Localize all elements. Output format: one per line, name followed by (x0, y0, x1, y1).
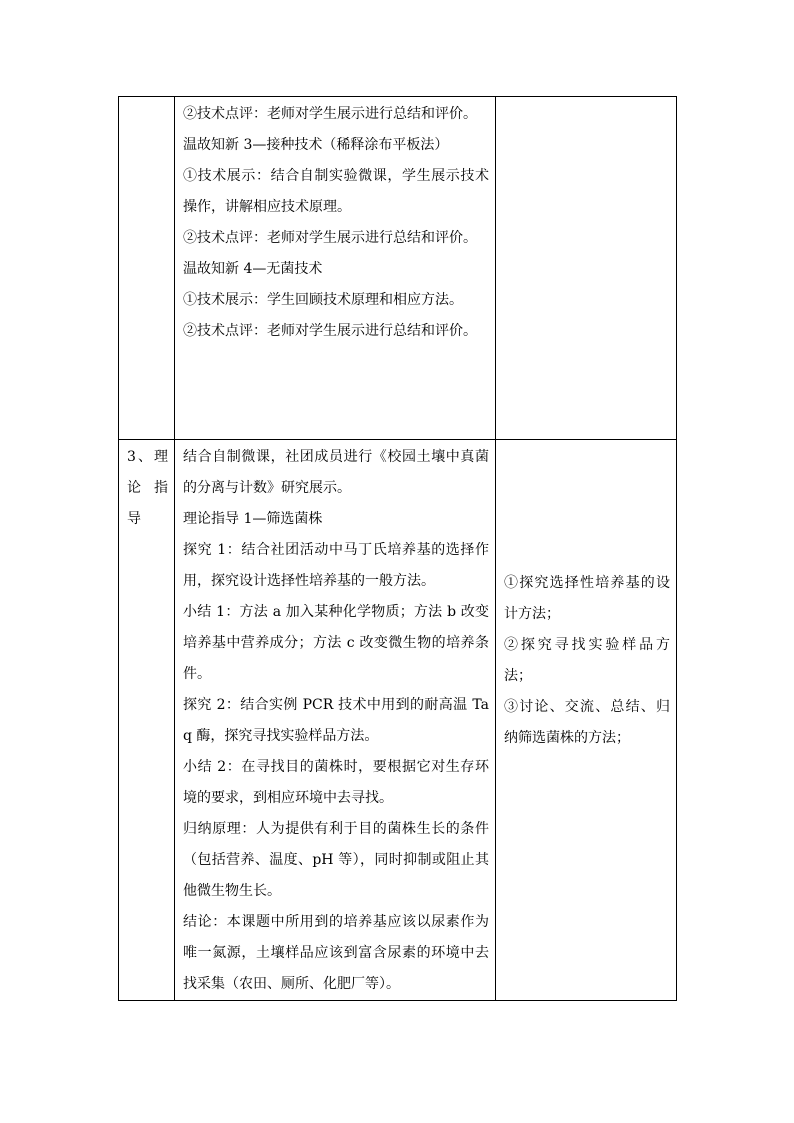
lesson-plan-table (118, 96, 677, 1001)
content-paragraph: 温故知新 4—无菌技术 (183, 261, 323, 277)
content-paragraph: 探究 2：结合实例 PCR 技术中用到的耐高温 Taq 酶，探究寻找实验样品方法。 (183, 697, 489, 744)
note-item: ①探究选择性培养基的设计方法； (504, 575, 670, 622)
content-paragraph: 结合自制微课，社团成员进行《校园土壤中真菌的分离与计数》研究展示。 (183, 449, 489, 496)
content-paragraph: 小结 2：在寻找目的菌株时，要根据它对生存环境的要求，到相应环境中去寻找。 (183, 759, 489, 806)
content-paragraph: 结论：本课题中所用到的培养基应该以尿素作为唯一氮源，土壤样品应该到富含尿素的环境中去找采集（农田、厕所、化肥厂等）。 (183, 914, 489, 992)
stage-label-cell (119, 440, 175, 1001)
content-paragraph: ①技术展示：结合自制实验微课，学生展示技术操作，讲解相应技术原理。 (183, 168, 489, 215)
activity-content-cell (175, 440, 496, 1001)
content-paragraph: 小结 1：方法 a 加入某种化学物质；方法 b 改变培养基中营养成分；方法 c 改变微生物的培养条件。 (183, 604, 489, 682)
activity-content-cell (175, 97, 496, 440)
table-row (119, 97, 677, 440)
content-paragraph: ①技术展示：学生回顾技术原理和相应方法。 (183, 292, 463, 308)
content-paragraph: ②技术点评：老师对学生展示进行总结和评价。 (183, 323, 477, 339)
content-paragraph: 理论指导 1—筛选菌株 (183, 511, 323, 527)
content-paragraph: 探究 1：结合社团活动中马丁氏培养基的选择作用，探究设计选择性培养基的一般方法。 (183, 542, 489, 589)
content-paragraph: ②技术点评：老师对学生展示进行总结和评价。 (183, 106, 477, 122)
table-row (119, 440, 677, 1001)
stage-label-cell (119, 97, 175, 440)
content-paragraph: ②技术点评：老师对学生展示进行总结和评价。 (183, 230, 477, 246)
stage-label: 3、理论指导 (127, 449, 168, 527)
note-item: ②探究寻找实验样品方法； (504, 637, 670, 684)
notes-cell (496, 97, 677, 440)
notes-cell (496, 440, 677, 1001)
content-paragraph: 温故知新 3—接种技术（稀释涂布平板法） (183, 137, 449, 153)
content-paragraph: 归纳原理：人为提供有利于目的菌株生长的条件（包括营养、温度、pH 等），同时抑制或阻止其他微生物生长。 (183, 821, 489, 899)
notes-list (504, 442, 670, 754)
note-item: ③讨论、交流、总结、归纳筛选菌株的方法； (504, 699, 670, 746)
